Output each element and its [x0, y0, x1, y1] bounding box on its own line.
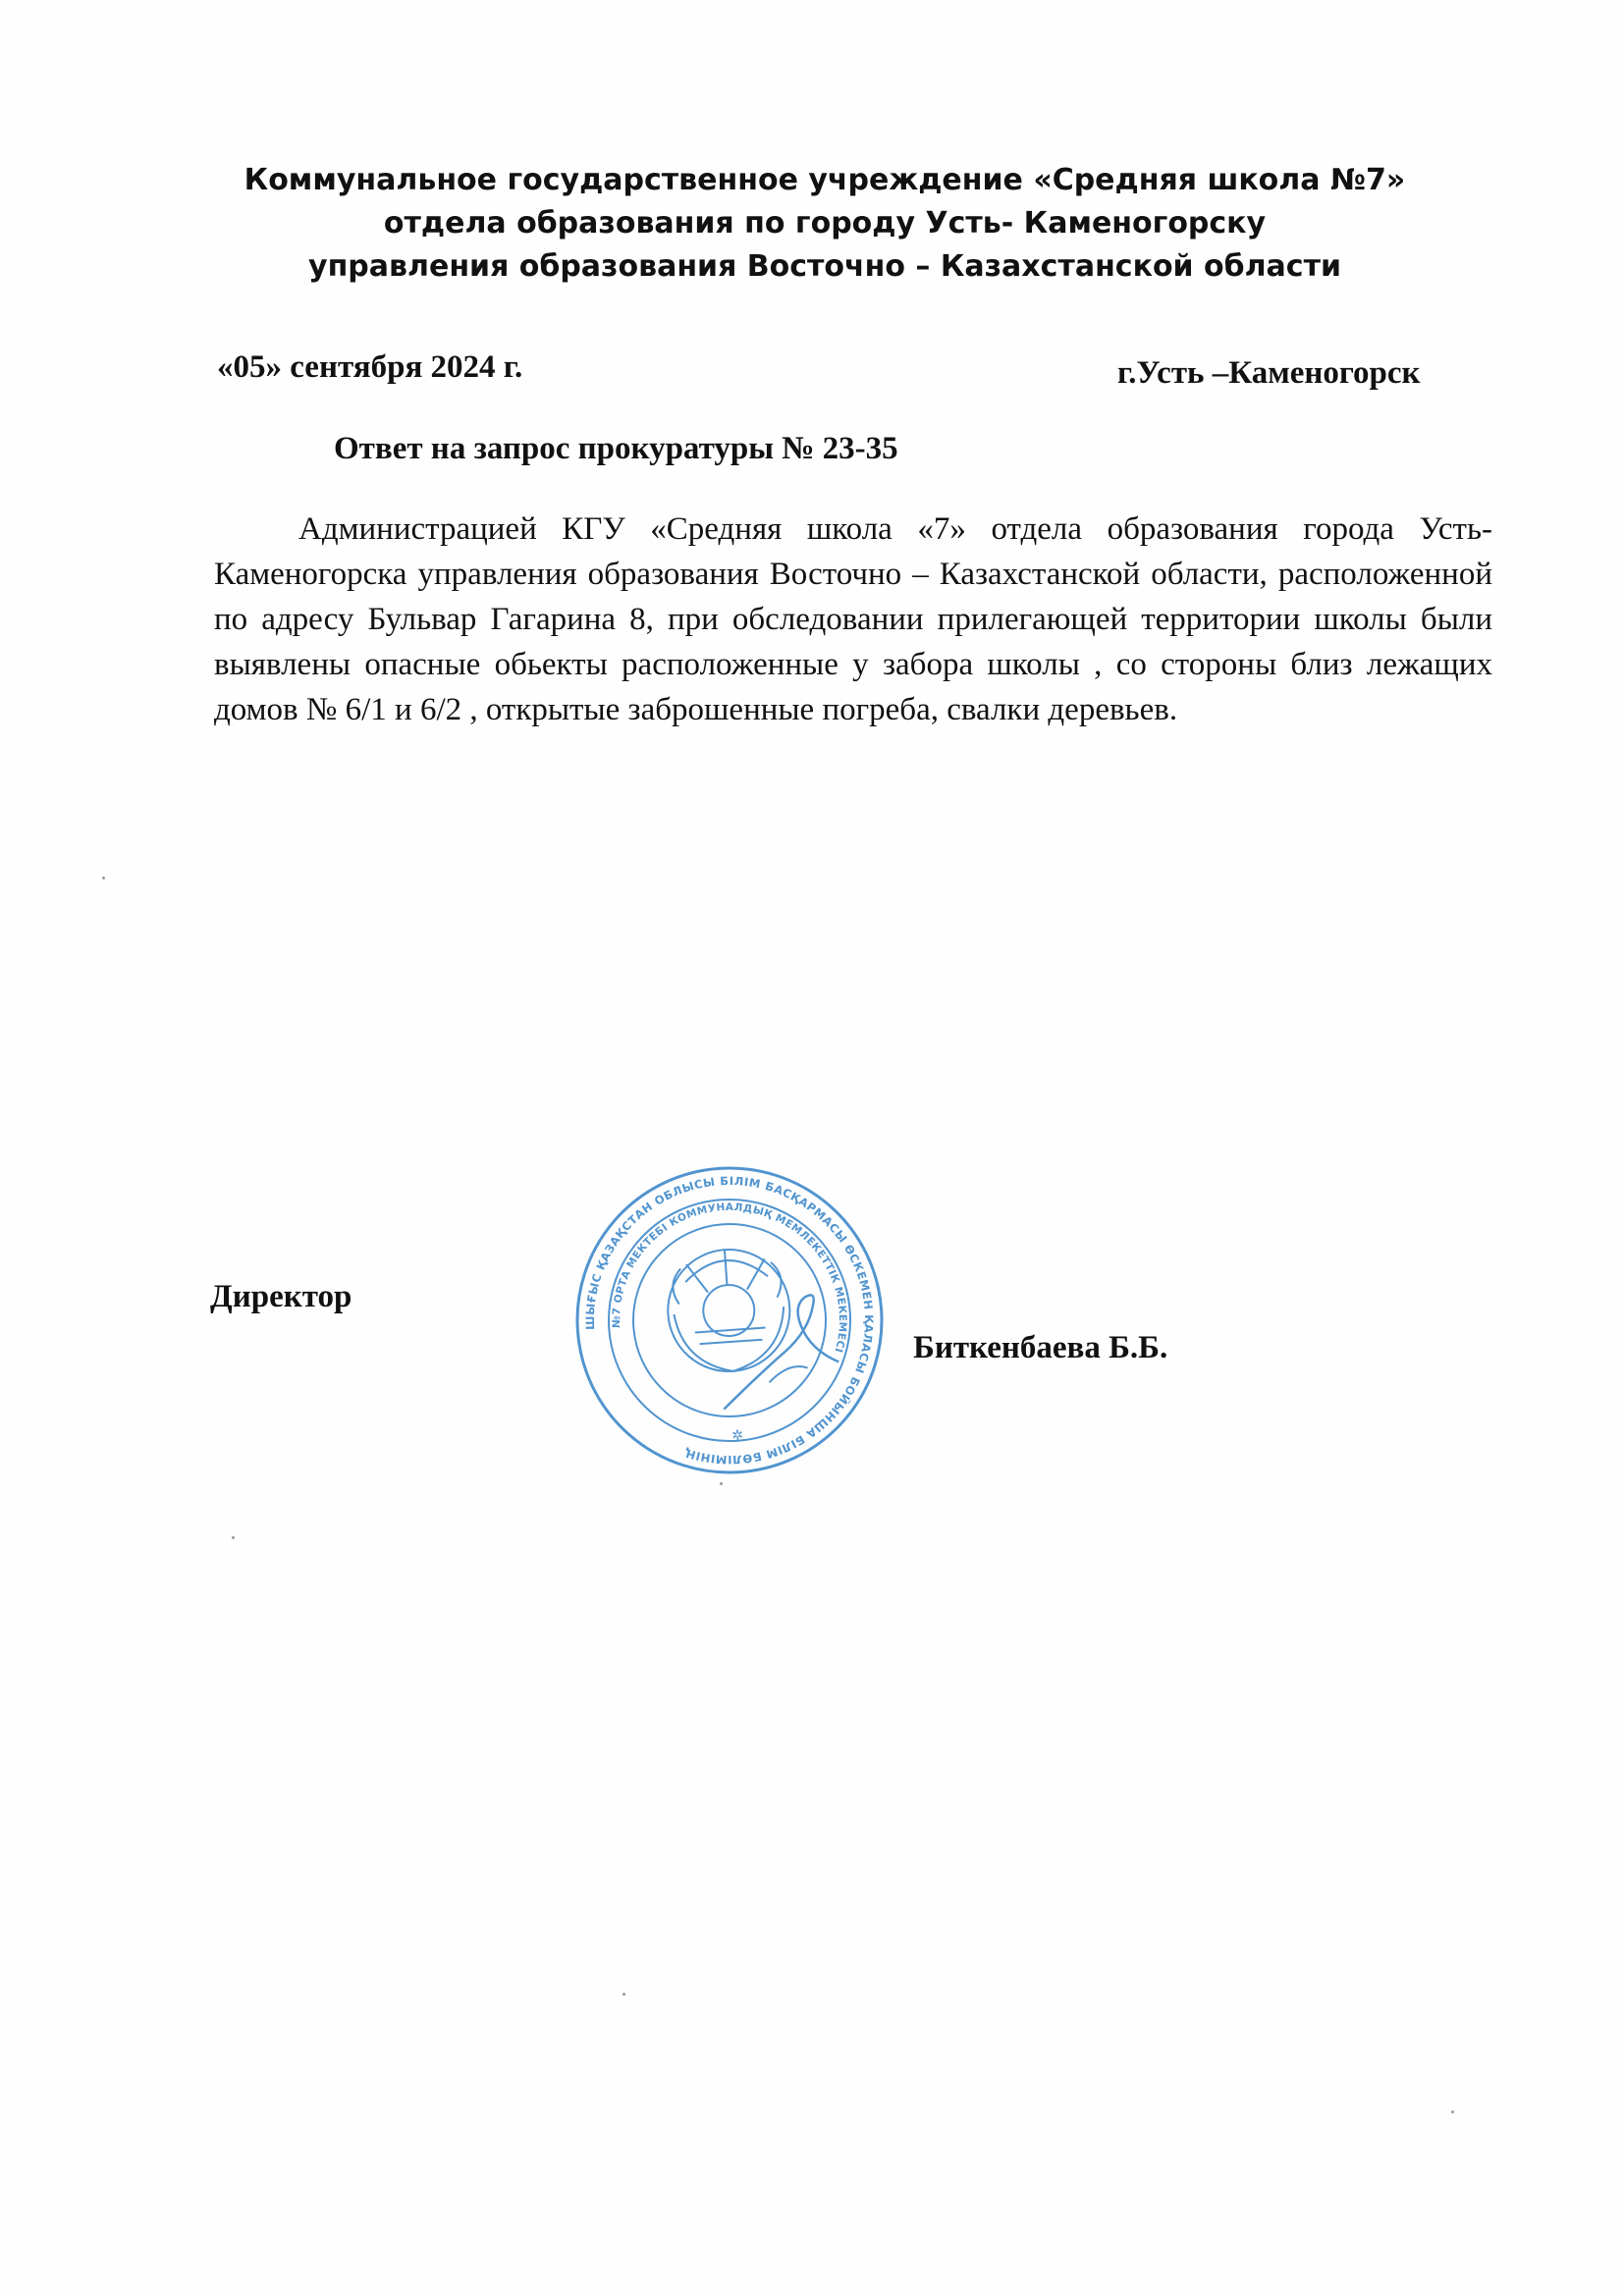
document-subject: Ответ на запрос прокуратуры № 23-35 — [334, 431, 898, 466]
seal-graphic — [562, 1152, 897, 1488]
letterhead-line-3: управления образования Восточно – Казахстанской области — [308, 249, 1341, 284]
letterhead — [147, 159, 1502, 289]
seal-inner-text: №7 ОРТА МЕКТЕБІ КОММУНАЛДЫҚ МЕМЛЕКЕТТІК МЕКЕМЕСІ — [610, 1201, 849, 1355]
document-body: Администрацией КГУ «Средняя школа «7» отдела образования города Усть- Каменогорска управления образования Восточно – Казахстанской области, расположенной по адресу Бульвар Гагарина 8, при обследовании прилегающей территории школы были выявлены опасные обьекты расположенные у забора школы , со стороны близ лежащих домов № 6/1 и 6/2 , открытые заброшенные погреба, свалки деревьев. — [214, 511, 1492, 727]
scan-speck — [102, 877, 105, 880]
document-city: г.Усть –Каменогорск — [1117, 355, 1421, 391]
official-seal-stamp — [562, 1152, 897, 1488]
seal-outer-text: ШЫҒЫС ҚАЗАҚСТАН ОБЛЫСЫ БІЛІМ БАСҚАРМАСЫ ӨСКЕМЕН ҚАЛАСЫ БОЙЫНША БІЛІМ БӨЛІМІНІҢ — [582, 1173, 877, 1468]
signature-name: Биткенбаева Б.Б. — [913, 1330, 1168, 1365]
seal-middle-ring — [601, 1192, 859, 1450]
signature-title: Директор — [210, 1279, 352, 1314]
scan-speck — [720, 1482, 723, 1485]
seal-star-icon: ✲ — [730, 1428, 744, 1445]
scan-speck — [1451, 2110, 1454, 2113]
scan-speck — [622, 1993, 625, 1996]
scan-speck — [232, 1536, 235, 1539]
letterhead-line-2: отдела образования по городу Усть- Каменогорску — [383, 206, 1267, 240]
seal-inner-ring — [626, 1217, 832, 1422]
letterhead-line-1: Коммунальное государственное учреждение «Средняя школа №7» — [243, 163, 1406, 197]
document-date: «05» сентября 2024 г. — [217, 349, 523, 385]
